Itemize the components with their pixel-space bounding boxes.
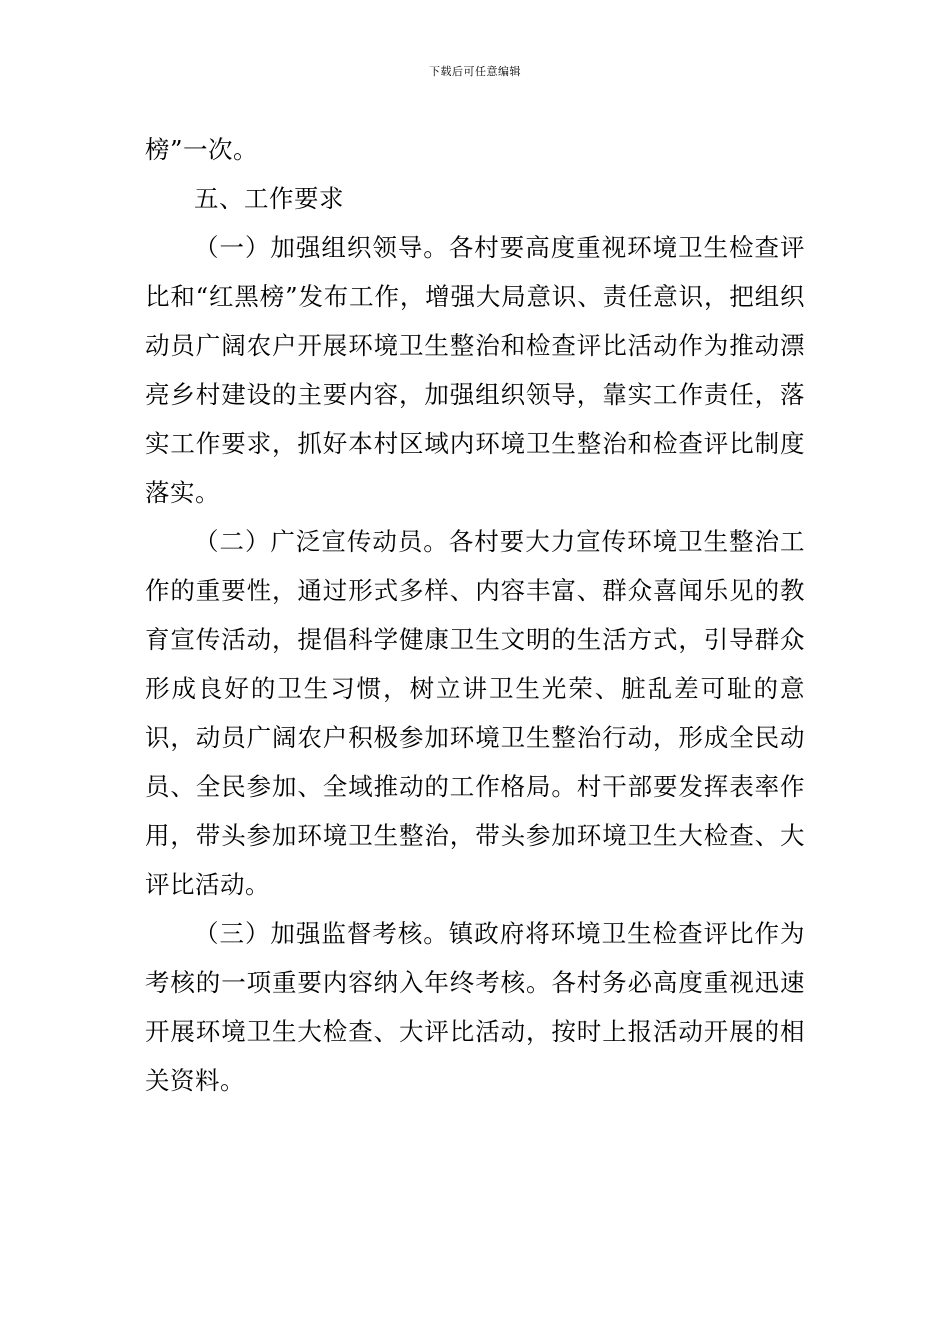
section-heading: 五、工作要求 <box>194 184 344 213</box>
document-body <box>145 125 805 1105</box>
paragraph-1: （一）加强组织领导。各村要高度重视环境卫生检查评比和“红黑榜”发布工作，增强大局意识、责任意识，把组织动员广阔农户开展环境卫生整治和检查评比活动作为推动漂亮乡村建设的主要内容，加强组织领导，靠实工作责任，落实工作要求，抓好本村区域内环境卫生整治和检查评比制度落实。 <box>145 233 805 507</box>
paragraph-2: （二）广泛宣传动员。各村要大力宣传环境卫生整治工作的重要性，通过形式多样、内容丰富、群众喜闻乐见的教育宣传活动，提倡科学健康卫生文明的生活方式，引导群众形成良好的卫生习惯，树立讲卫生光荣、脏乱差可耻的意识，动员广阔农户积极参加环境卫生整治行动，形成全民动员、全民参加、全域推动的工作格局。村干部要发挥表率作用，带头参加环境卫生整治，带头参加环境卫生大检查、大评比活动。 <box>145 527 805 899</box>
header-note: 下载后可任意编辑 <box>429 65 521 78</box>
paragraph-3: （三）加强监督考核。镇政府将环境卫生检查评比作为考核的一项重要内容纳入年终考核。各村务必高度重视迅速开展环境卫生大检查、大评比活动，按时上报活动开展的相关资料。 <box>145 919 805 1095</box>
continuation-text: 榜”一次。 <box>145 135 259 164</box>
